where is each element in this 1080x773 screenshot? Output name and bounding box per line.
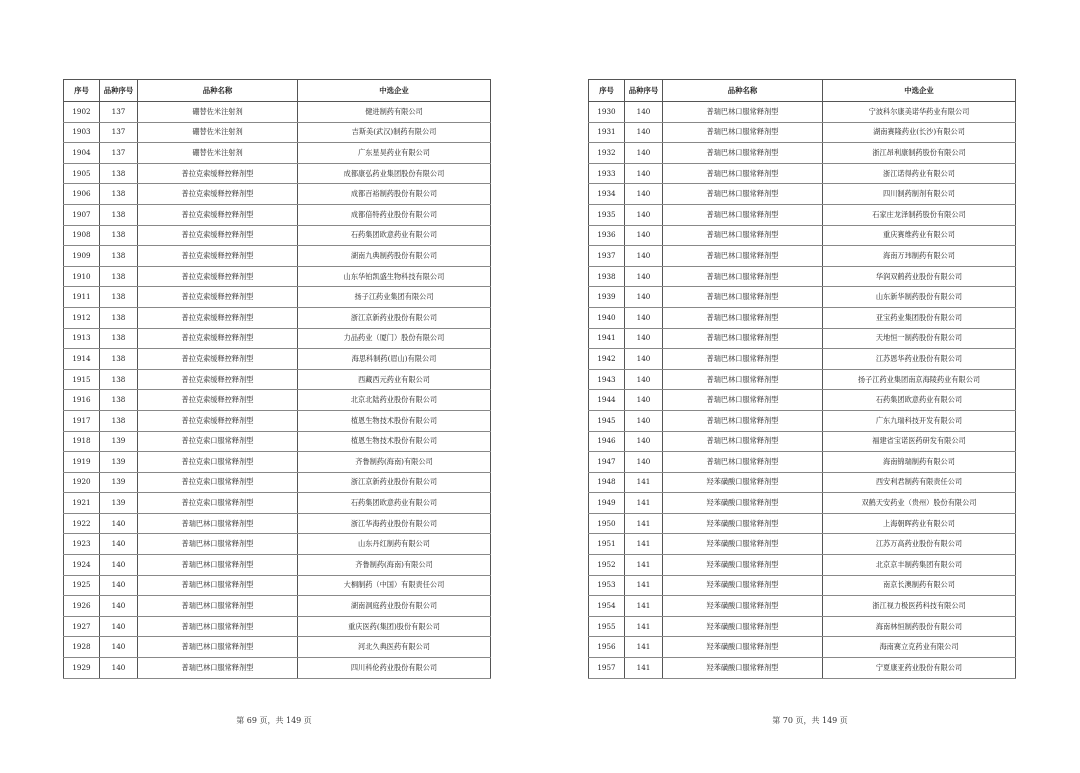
table-row <box>589 596 1016 617</box>
cell-variety-no: 138 <box>100 369 138 390</box>
cell-company: 上海朝晖药业有限公司 <box>823 513 1016 534</box>
table-row <box>64 637 491 658</box>
cell-variety-no: 141 <box>625 596 663 617</box>
table-row <box>589 616 1016 637</box>
procurement-table <box>63 79 491 679</box>
cell-company: 山东新华制药股份有限公司 <box>823 287 1016 308</box>
cell-company: 扬子江药业集团有限公司 <box>298 287 491 308</box>
cell-company: 石药集团欧意药业有限公司 <box>823 390 1016 411</box>
cell-company: 石药集团欧意药业有限公司 <box>298 225 491 246</box>
cell-company: 植恩生物技术股份有限公司 <box>298 410 491 431</box>
cell-serial: 1942 <box>589 349 625 370</box>
cell-variety-name: 羟苯磺酸口服常释剂型 <box>663 637 823 658</box>
cell-variety-name: 普瑞巴林口服常释剂型 <box>138 658 298 679</box>
table-row <box>589 534 1016 555</box>
table-row <box>64 555 491 576</box>
cell-serial: 1951 <box>589 534 625 555</box>
cell-variety-no: 137 <box>100 102 138 123</box>
cell-variety-name: 羟苯磺酸口服常释剂型 <box>663 555 823 576</box>
cell-company: 重庆医药(集团)股份有限公司 <box>298 616 491 637</box>
table-row <box>589 246 1016 267</box>
cell-company: 湖南洞庭药业股份有限公司 <box>298 596 491 617</box>
cell-company: 海南锦瑞制药有限公司 <box>823 452 1016 473</box>
cell-company: 吉斯美(武汉)制药有限公司 <box>298 122 491 143</box>
table-row <box>589 637 1016 658</box>
cell-variety-name: 普瑞巴林口服常释剂型 <box>663 390 823 411</box>
table-row <box>64 575 491 596</box>
table-row <box>64 246 491 267</box>
cell-variety-name: 普瑞巴林口服常释剂型 <box>663 204 823 225</box>
cell-variety-no: 140 <box>100 596 138 617</box>
cell-variety-name: 普瑞巴林口服常释剂型 <box>663 122 823 143</box>
cell-variety-no: 140 <box>625 328 663 349</box>
cell-variety-no: 140 <box>100 534 138 555</box>
cell-variety-no: 141 <box>625 637 663 658</box>
cell-variety-no: 140 <box>625 163 663 184</box>
cell-serial: 1928 <box>64 637 100 658</box>
cell-variety-no: 141 <box>625 616 663 637</box>
table-row <box>64 534 491 555</box>
cell-variety-name: 普拉克索口服常释剂型 <box>138 493 298 514</box>
cell-serial: 1913 <box>64 328 100 349</box>
cell-variety-no: 140 <box>625 143 663 164</box>
cell-company: 海思科制药(眉山)有限公司 <box>298 349 491 370</box>
table-row <box>64 390 491 411</box>
cell-serial: 1906 <box>64 184 100 205</box>
cell-company: 广东星昊药业有限公司 <box>298 143 491 164</box>
cell-variety-no: 138 <box>100 204 138 225</box>
cell-serial: 1919 <box>64 452 100 473</box>
table-row <box>64 658 491 679</box>
table-header-row <box>64 80 491 102</box>
cell-serial: 1915 <box>64 369 100 390</box>
cell-variety-no: 138 <box>100 287 138 308</box>
table-row <box>64 143 491 164</box>
cell-variety-name: 普瑞巴林口服常释剂型 <box>663 307 823 328</box>
table-row <box>589 163 1016 184</box>
cell-company: 亚宝药业集团股份有限公司 <box>823 307 1016 328</box>
cell-company: 成都倍特药业股份有限公司 <box>298 204 491 225</box>
cell-serial: 1918 <box>64 431 100 452</box>
cell-company: 浙江京新药业股份有限公司 <box>298 307 491 328</box>
cell-company: 植恩生物技术股份有限公司 <box>298 431 491 452</box>
cell-serial: 1927 <box>64 616 100 637</box>
table-row <box>589 410 1016 431</box>
cell-variety-name: 普拉克索缓释控释剂型 <box>138 328 298 349</box>
table-row <box>589 184 1016 205</box>
cell-variety-name: 羟苯磺酸口服常释剂型 <box>663 658 823 679</box>
table-row <box>64 431 491 452</box>
cell-serial: 1941 <box>589 328 625 349</box>
cell-serial: 1917 <box>64 410 100 431</box>
cell-company: 江苏恩华药业股份有限公司 <box>823 349 1016 370</box>
cell-variety-no: 140 <box>625 390 663 411</box>
cell-serial: 1911 <box>64 287 100 308</box>
cell-company: 力品药业（厦门）股份有限公司 <box>298 328 491 349</box>
cell-variety-no: 141 <box>625 472 663 493</box>
table-body <box>589 102 1016 679</box>
table-row <box>64 225 491 246</box>
cell-variety-name: 普拉克索缓释控释剂型 <box>138 225 298 246</box>
cell-variety-no: 139 <box>100 472 138 493</box>
cell-variety-name: 普拉克索缓释控释剂型 <box>138 246 298 267</box>
cell-variety-name: 普拉克索口服常释剂型 <box>138 452 298 473</box>
table-row <box>64 287 491 308</box>
table-row <box>64 163 491 184</box>
table-row <box>589 204 1016 225</box>
cell-variety-no: 138 <box>100 307 138 328</box>
cell-variety-no: 140 <box>625 184 663 205</box>
cell-serial: 1925 <box>64 575 100 596</box>
table-row <box>589 513 1016 534</box>
cell-serial: 1922 <box>64 513 100 534</box>
cell-company: 浙江京新药业股份有限公司 <box>298 472 491 493</box>
table-row <box>64 493 491 514</box>
cell-variety-no: 139 <box>100 452 138 473</box>
cell-company: 天地恒一制药股份有限公司 <box>823 328 1016 349</box>
cell-serial: 1957 <box>589 658 625 679</box>
cell-variety-no: 138 <box>100 410 138 431</box>
cell-variety-no: 140 <box>625 431 663 452</box>
cell-serial: 1943 <box>589 369 625 390</box>
cell-serial: 1902 <box>64 102 100 123</box>
cell-serial: 1909 <box>64 246 100 267</box>
cell-serial: 1929 <box>64 658 100 679</box>
cell-company: 浙江视力极医药科技有限公司 <box>823 596 1016 617</box>
cell-serial: 1946 <box>589 431 625 452</box>
table-row <box>589 102 1016 123</box>
cell-company: 湖南赛隆药业(长沙)有限公司 <box>823 122 1016 143</box>
cell-variety-no: 140 <box>625 369 663 390</box>
table-row <box>589 658 1016 679</box>
cell-company: 大桐制药（中国）有限责任公司 <box>298 575 491 596</box>
cell-variety-name: 普瑞巴林口服常释剂型 <box>663 349 823 370</box>
cell-company: 海南赛立克药业有限公司 <box>823 637 1016 658</box>
cell-variety-name: 羟苯磺酸口服常释剂型 <box>663 493 823 514</box>
cell-serial: 1953 <box>589 575 625 596</box>
cell-serial: 1910 <box>64 266 100 287</box>
cell-serial: 1905 <box>64 163 100 184</box>
table-row <box>589 122 1016 143</box>
cell-serial: 1939 <box>589 287 625 308</box>
cell-variety-no: 141 <box>625 513 663 534</box>
cell-serial: 1935 <box>589 204 625 225</box>
cell-variety-name: 普拉克索缓释控释剂型 <box>138 307 298 328</box>
cell-variety-name: 羟苯磺酸口服常释剂型 <box>663 513 823 534</box>
cell-company: 华润双鹤药业股份有限公司 <box>823 266 1016 287</box>
cell-variety-name: 羟苯磺酸口服常释剂型 <box>663 575 823 596</box>
cell-serial: 1954 <box>589 596 625 617</box>
table-row <box>64 616 491 637</box>
cell-serial: 1923 <box>64 534 100 555</box>
cell-variety-name: 硼替佐米注射剂 <box>138 143 298 164</box>
cell-variety-name: 普拉克索缓释控释剂型 <box>138 410 298 431</box>
cell-variety-name: 普瑞巴林口服常释剂型 <box>138 555 298 576</box>
cell-variety-name: 普拉克索缓释控释剂型 <box>138 163 298 184</box>
cell-variety-name: 普拉克索缓释控释剂型 <box>138 390 298 411</box>
cell-variety-name: 普瑞巴林口服常释剂型 <box>138 575 298 596</box>
cell-company: 湖南九典制药股份有限公司 <box>298 246 491 267</box>
cell-variety-no: 141 <box>625 658 663 679</box>
cell-serial: 1933 <box>589 163 625 184</box>
cell-serial: 1912 <box>64 307 100 328</box>
cell-company: 江苏万高药业股份有限公司 <box>823 534 1016 555</box>
cell-variety-no: 140 <box>100 555 138 576</box>
cell-company: 山东华铂凯盛生物科技有限公司 <box>298 266 491 287</box>
cell-serial: 1904 <box>64 143 100 164</box>
cell-variety-name: 普拉克索口服常释剂型 <box>138 472 298 493</box>
cell-variety-no: 140 <box>625 266 663 287</box>
cell-variety-no: 141 <box>625 555 663 576</box>
cell-variety-no: 138 <box>100 246 138 267</box>
table-row <box>589 349 1016 370</box>
table-row <box>589 328 1016 349</box>
cell-variety-no: 139 <box>100 493 138 514</box>
cell-variety-no: 140 <box>100 637 138 658</box>
table-row <box>589 287 1016 308</box>
cell-variety-name: 普瑞巴林口服常释剂型 <box>138 616 298 637</box>
cell-company: 扬子江药业集团南京海陵药业有限公司 <box>823 369 1016 390</box>
cell-variety-no: 138 <box>100 163 138 184</box>
cell-variety-no: 140 <box>625 246 663 267</box>
table-row <box>589 493 1016 514</box>
col-header-variety-no: 品种序号 <box>625 80 663 102</box>
cell-variety-name: 普拉克索口服常释剂型 <box>138 431 298 452</box>
cell-variety-name: 羟苯磺酸口服常释剂型 <box>663 534 823 555</box>
col-header-company: 中选企业 <box>823 80 1016 102</box>
cell-variety-no: 141 <box>625 534 663 555</box>
cell-variety-no: 140 <box>625 287 663 308</box>
cell-serial: 1916 <box>64 390 100 411</box>
cell-serial: 1945 <box>589 410 625 431</box>
cell-variety-name: 普拉克索缓释控释剂型 <box>138 369 298 390</box>
cell-serial: 1956 <box>589 637 625 658</box>
cell-variety-name: 普瑞巴林口服常释剂型 <box>663 102 823 123</box>
cell-variety-no: 138 <box>100 184 138 205</box>
table-row <box>64 122 491 143</box>
cell-variety-name: 普拉克索缓释控释剂型 <box>138 266 298 287</box>
cell-serial: 1924 <box>64 555 100 576</box>
cell-serial: 1903 <box>64 122 100 143</box>
cell-variety-name: 普瑞巴林口服常释剂型 <box>663 266 823 287</box>
cell-company: 北京京丰制药集团有限公司 <box>823 555 1016 576</box>
cell-serial: 1937 <box>589 246 625 267</box>
cell-variety-no: 139 <box>100 431 138 452</box>
cell-serial: 1921 <box>64 493 100 514</box>
cell-variety-name: 普拉克索缓释控释剂型 <box>138 287 298 308</box>
table-row <box>64 184 491 205</box>
table-row <box>589 143 1016 164</box>
cell-variety-name: 羟苯磺酸口服常释剂型 <box>663 472 823 493</box>
cell-variety-no: 140 <box>625 102 663 123</box>
cell-variety-name: 普瑞巴林口服常释剂型 <box>663 328 823 349</box>
table-row <box>589 575 1016 596</box>
cell-serial: 1936 <box>589 225 625 246</box>
table-row <box>64 266 491 287</box>
table-row <box>64 369 491 390</box>
cell-company: 浙江华海药业股份有限公司 <box>298 513 491 534</box>
cell-company: 成都百裕制药股份有限公司 <box>298 184 491 205</box>
table-row <box>64 596 491 617</box>
cell-company: 山东丹红制药有限公司 <box>298 534 491 555</box>
cell-company: 南京长澳制药有限公司 <box>823 575 1016 596</box>
cell-company: 海南林恒制药股份有限公司 <box>823 616 1016 637</box>
cell-company: 福建省宝诺医药研发有限公司 <box>823 431 1016 452</box>
cell-company: 河北久典医药有限公司 <box>298 637 491 658</box>
table-row <box>64 452 491 473</box>
cell-variety-no: 140 <box>100 575 138 596</box>
cell-variety-name: 羟苯磺酸口服常释剂型 <box>663 616 823 637</box>
cell-variety-no: 138 <box>100 390 138 411</box>
cell-variety-no: 140 <box>625 349 663 370</box>
cell-serial: 1948 <box>589 472 625 493</box>
table-header-row <box>589 80 1016 102</box>
cell-variety-no: 140 <box>625 307 663 328</box>
cell-serial: 1940 <box>589 307 625 328</box>
table-body <box>64 102 491 679</box>
table-row <box>589 472 1016 493</box>
cell-company: 双鹤天安药业（贵州）股份有限公司 <box>823 493 1016 514</box>
cell-variety-name: 普拉克索缓释控释剂型 <box>138 204 298 225</box>
cell-variety-no: 137 <box>100 143 138 164</box>
cell-variety-name: 普瑞巴林口服常释剂型 <box>138 637 298 658</box>
cell-variety-no: 140 <box>625 204 663 225</box>
cell-company: 广东九瑞科技开发有限公司 <box>823 410 1016 431</box>
cell-variety-no: 138 <box>100 328 138 349</box>
cell-variety-no: 138 <box>100 225 138 246</box>
cell-variety-name: 普瑞巴林口服常释剂型 <box>663 225 823 246</box>
table-row <box>64 102 491 123</box>
cell-variety-no: 140 <box>625 225 663 246</box>
table-row <box>64 204 491 225</box>
cell-variety-no: 138 <box>100 349 138 370</box>
cell-company: 重庆赛维药业有限公司 <box>823 225 1016 246</box>
cell-serial: 1949 <box>589 493 625 514</box>
cell-variety-name: 普拉克索缓释控释剂型 <box>138 349 298 370</box>
cell-variety-name: 普瑞巴林口服常释剂型 <box>663 410 823 431</box>
table-row <box>589 369 1016 390</box>
cell-variety-name: 普瑞巴林口服常释剂型 <box>138 534 298 555</box>
cell-company: 石药集团欧意药业有限公司 <box>298 493 491 514</box>
col-header-serial: 序号 <box>589 80 625 102</box>
cell-company: 健进制药有限公司 <box>298 102 491 123</box>
cell-variety-no: 140 <box>100 658 138 679</box>
table-row <box>64 513 491 534</box>
page-footer: 第 69 页，共 149 页 <box>236 716 312 725</box>
cell-company: 浙江诺得药业有限公司 <box>823 163 1016 184</box>
cell-variety-no: 140 <box>625 452 663 473</box>
cell-serial: 1952 <box>589 555 625 576</box>
cell-company: 浙江昂利康制药股份有限公司 <box>823 143 1016 164</box>
col-header-company: 中选企业 <box>298 80 491 102</box>
procurement-table <box>588 79 1016 679</box>
table-row <box>64 472 491 493</box>
cell-company: 石家庄龙泽制药股份有限公司 <box>823 204 1016 225</box>
cell-variety-name: 硼替佐米注射剂 <box>138 122 298 143</box>
cell-variety-name: 普瑞巴林口服常释剂型 <box>663 184 823 205</box>
cell-variety-name: 普瑞巴林口服常释剂型 <box>138 513 298 534</box>
cell-serial: 1907 <box>64 204 100 225</box>
cell-variety-name: 普瑞巴林口服常释剂型 <box>663 452 823 473</box>
cell-company: 宁夏康亚药业股份有限公司 <box>823 658 1016 679</box>
cell-serial: 1926 <box>64 596 100 617</box>
cell-company: 齐鲁制药(海南)有限公司 <box>298 452 491 473</box>
cell-variety-name: 普瑞巴林口服常释剂型 <box>663 287 823 308</box>
cell-company: 北京北陆药业股份有限公司 <box>298 390 491 411</box>
table-row <box>589 307 1016 328</box>
cell-company: 宁波科尔康美诺华药业有限公司 <box>823 102 1016 123</box>
table-row <box>64 349 491 370</box>
table-row <box>589 452 1016 473</box>
cell-variety-name: 普瑞巴林口服常释剂型 <box>138 596 298 617</box>
table-row <box>64 410 491 431</box>
col-header-serial: 序号 <box>64 80 100 102</box>
cell-variety-no: 140 <box>625 122 663 143</box>
cell-variety-name: 普拉克索缓释控释剂型 <box>138 184 298 205</box>
cell-variety-no: 137 <box>100 122 138 143</box>
table-row <box>64 307 491 328</box>
table-row <box>589 225 1016 246</box>
right-page <box>540 0 1080 773</box>
cell-serial: 1950 <box>589 513 625 534</box>
table-row <box>589 390 1016 411</box>
col-header-variety-name: 品种名称 <box>663 80 823 102</box>
cell-variety-name: 普瑞巴林口服常释剂型 <box>663 431 823 452</box>
cell-serial: 1931 <box>589 122 625 143</box>
cell-serial: 1914 <box>64 349 100 370</box>
cell-company: 齐鲁制药(海南)有限公司 <box>298 555 491 576</box>
cell-serial: 1908 <box>64 225 100 246</box>
cell-company: 海南万玮制药有限公司 <box>823 246 1016 267</box>
table-row <box>589 266 1016 287</box>
cell-company: 西安利君制药有限责任公司 <box>823 472 1016 493</box>
col-header-variety-name: 品种名称 <box>138 80 298 102</box>
cell-company: 四川科伦药业股份有限公司 <box>298 658 491 679</box>
page-footer: 第 70 页，共 149 页 <box>772 716 848 725</box>
cell-variety-name: 普瑞巴林口服常释剂型 <box>663 163 823 184</box>
table-row <box>589 555 1016 576</box>
cell-serial: 1932 <box>589 143 625 164</box>
cell-variety-no: 141 <box>625 493 663 514</box>
table-row <box>64 328 491 349</box>
cell-serial: 1934 <box>589 184 625 205</box>
cell-variety-name: 普瑞巴林口服常释剂型 <box>663 246 823 267</box>
cell-variety-name: 普瑞巴林口服常释剂型 <box>663 143 823 164</box>
cell-variety-no: 140 <box>100 513 138 534</box>
cell-variety-no: 140 <box>100 616 138 637</box>
cell-variety-no: 141 <box>625 575 663 596</box>
cell-serial: 1955 <box>589 616 625 637</box>
cell-variety-name: 普瑞巴林口服常释剂型 <box>663 369 823 390</box>
cell-company: 四川制药制剂有限公司 <box>823 184 1016 205</box>
cell-company: 成都康弘药业集团股份有限公司 <box>298 163 491 184</box>
cell-serial: 1920 <box>64 472 100 493</box>
table-row <box>589 431 1016 452</box>
cell-variety-no: 140 <box>625 410 663 431</box>
cell-company: 西藏西元药业有限公司 <box>298 369 491 390</box>
cell-serial: 1947 <box>589 452 625 473</box>
cell-variety-name: 硼替佐米注射剂 <box>138 102 298 123</box>
cell-variety-no: 138 <box>100 266 138 287</box>
cell-serial: 1944 <box>589 390 625 411</box>
cell-serial: 1930 <box>589 102 625 123</box>
col-header-variety-no: 品种序号 <box>100 80 138 102</box>
cell-serial: 1938 <box>589 266 625 287</box>
cell-variety-name: 羟苯磺酸口服常释剂型 <box>663 596 823 617</box>
